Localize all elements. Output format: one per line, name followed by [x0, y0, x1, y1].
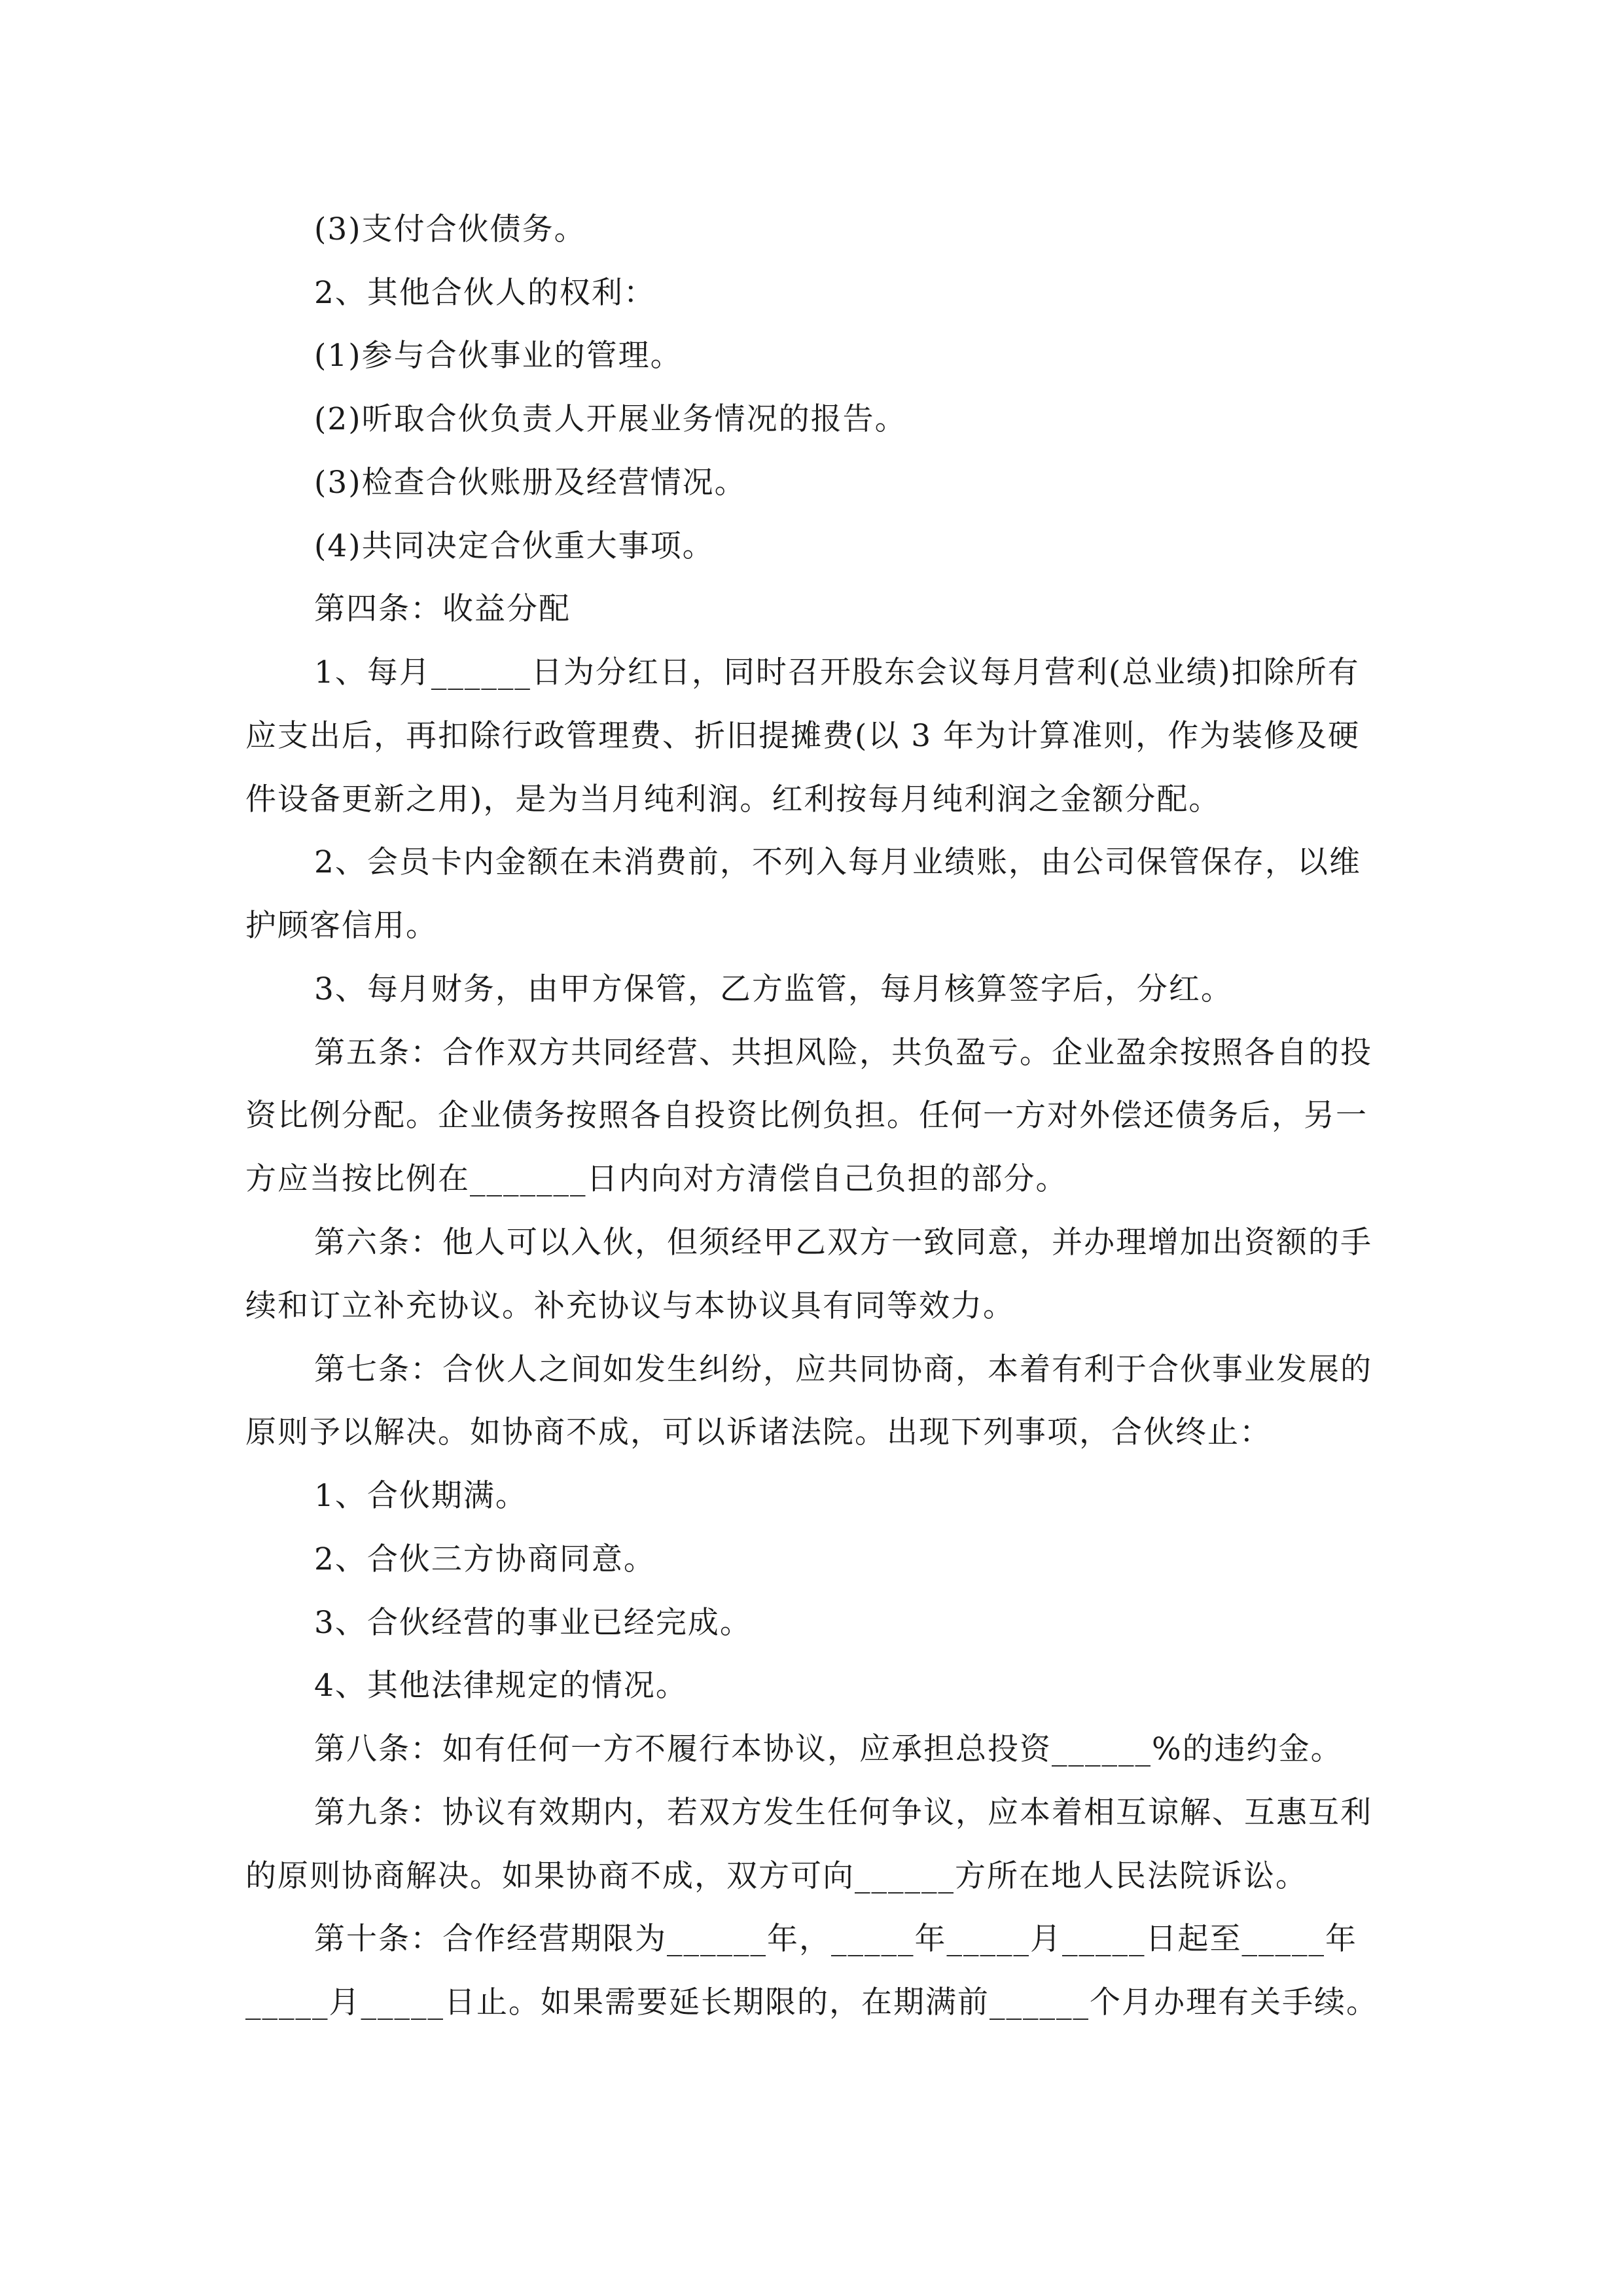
text-line: 件设备更新之用)，是为当月纯利润。红利按每月纯利润之金额分配。 [245, 781, 1221, 817]
text-line: 3、每月财务，由甲方保管，乙方监管，每月核算签字后，分红。 [314, 971, 1233, 1007]
text-line: 原则予以解决。如协商不成，可以诉诸法院。出现下列事项，合伙终止： [245, 1414, 1272, 1450]
text-line: _____月_____日止。如果需要延长期限的，在期满前______个月办理有关手续。 [245, 1984, 1378, 2020]
text-line: (4)共同决定合伙重大事项。 [314, 528, 715, 564]
text-line: 4、其他法律规定的情况。 [314, 1668, 688, 1704]
text-line: 2、合伙三方协商同意。 [314, 1541, 656, 1577]
text-line: 护顾客信用。 [245, 908, 438, 944]
text-line: 第十条：合作经营期限为______年，_____年_____月_____日起至_____年 [314, 1921, 1357, 1957]
section-heading: 第四条：收益分配 [314, 591, 571, 627]
text-line: 第七条：合伙人之间如发生纠纷，应共同协商，本着有利于合伙事业发展的 [314, 1352, 1372, 1388]
text-line: 资比例分配。企业债务按照各自投资比例负担。任何一方对外偿还债务后，另一 [245, 1098, 1368, 1134]
text-line: 方应当按比例在_______日内向对方清偿自己负担的部分。 [245, 1161, 1068, 1197]
text-line: (3)检查合伙账册及经营情况。 [314, 465, 747, 501]
text-line: 2、其他合伙人的权利： [314, 275, 656, 311]
text-line: 2、会员卡内金额在未消费前，不列入每月业绩账，由公司保管保存，以维 [314, 844, 1361, 880]
text-line: 应支出后，再扣除行政管理费、折旧提摊费(以 3 年为计算准则，作为装修及硬 [245, 718, 1361, 754]
text-line: 续和订立补充协议。补充协议与本协议具有同等效力。 [245, 1288, 1015, 1324]
text-line: (1)参与合伙事业的管理。 [314, 338, 683, 374]
text-line: 1、每月______日为分红日，同时召开股东会议每月营利(总业绩)扣除所有 [314, 655, 1360, 691]
text-line: 第八条：如有任何一方不履行本协议，应承担总投资______%的违约金。 [314, 1731, 1343, 1767]
text-line: 第五条：合作双方共同经营、共担风险，共负盈亏。企业盈余按照各自的投 [314, 1035, 1372, 1071]
text-line: 1、合伙期满。 [314, 1478, 527, 1514]
text-line: 3、合伙经营的事业已经完成。 [314, 1605, 752, 1641]
text-line: 的原则协商解决。如果协商不成，双方可向______方所在地人民法院诉讼。 [245, 1858, 1308, 1894]
text-line: (3)支付合伙债务。 [314, 211, 586, 247]
text-line: 第六条：他人可以入伙，但须经甲乙双方一致同意，并办理增加出资额的手 [314, 1225, 1372, 1261]
text-line: (2)听取合伙负责人开展业务情况的报告。 [314, 401, 907, 437]
text-line: 第九条：协议有效期内，若双方发生任何争议，应本着相互谅解、互惠互利 [314, 1795, 1372, 1831]
